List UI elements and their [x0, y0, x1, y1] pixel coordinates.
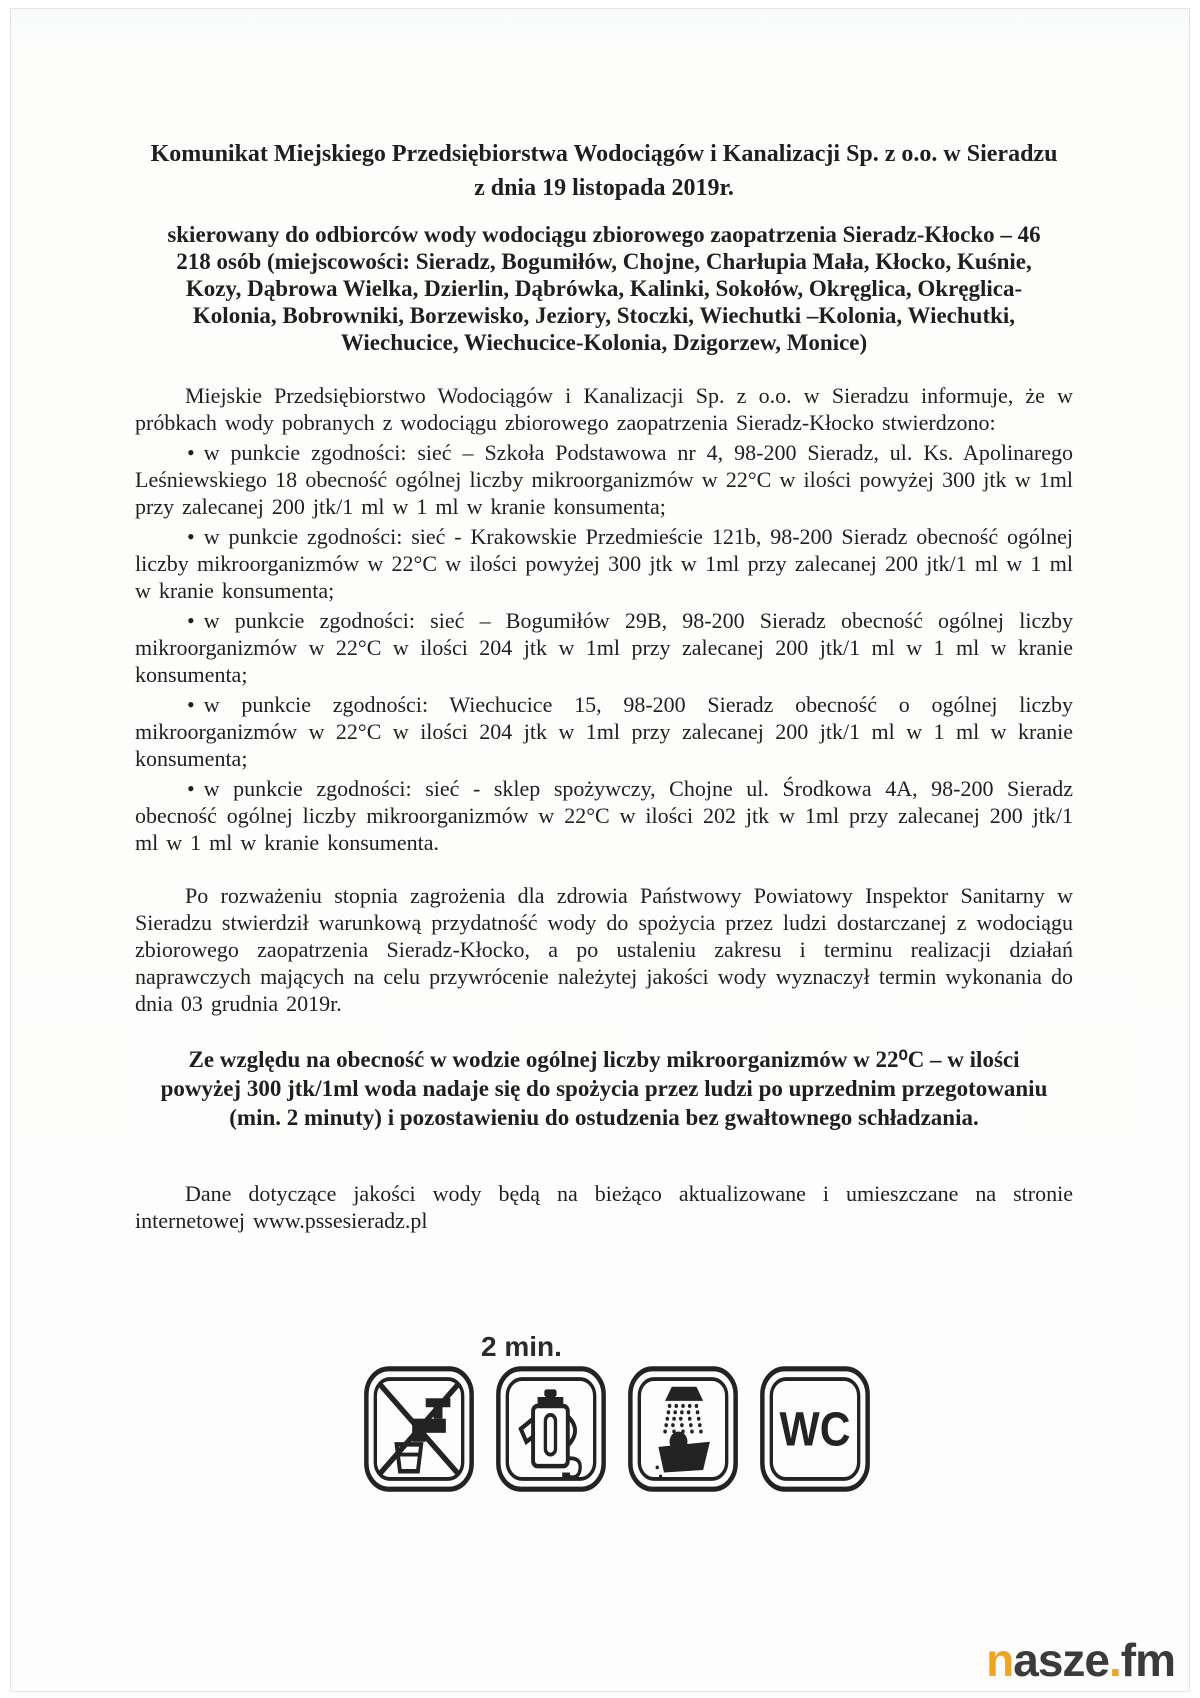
scanned-document-page: [10, 8, 1190, 1692]
recipients-paragraph: skierowany do odbiorców wody wodociągu zbiorowego zaopatrzenia Sieradz-Kłocko – 46 218 osób (miejscowości: Sieradz, Bogumiłów, Chojne, Charłupia Mała, Kłocko, Kuśnie, Kozy, Dąbrowa Wielka, Dzierlin, Dąbrówka, Kalinki, Sokołów, Okręglica, Okręglica-Kolonia, Bobrowniki, Borzewisko, Jeziory, Stoczki, Wiechutki –Kolonia, Wiechutki, Wiechucice, Wiechucice-Kolonia, Dzigorzew, Monice): [167, 222, 1041, 355]
boil-time-label: 2 min.: [481, 1331, 562, 1362]
document-content: [11, 9, 1189, 1234]
document-title-line1: Komunikat Miejskiego Przedsiębiorstwa Wodociągów i Kanalizacji Sp. z o.o. w Sieradzu: [150, 141, 1058, 167]
shower-bathing-icon: [627, 1365, 739, 1493]
no-tap-water-icon: [363, 1365, 475, 1493]
logo-segment: fm: [1120, 1634, 1175, 1686]
finding-item-4: [135, 691, 1073, 772]
finding-item-2: [135, 523, 1073, 604]
logo-segment: n: [986, 1634, 1014, 1686]
bullet-marker: •: [187, 440, 195, 465]
logo-segment: asze: [1013, 1634, 1109, 1686]
finding-text: w punkcie zgodności: Wiechucice 15, 98-200 Sieradz obecność o ogólnej liczby mikroorganizmów w 22°C w ilości 204 jtk w 1ml przy zalecanej 200 jtk/1 ml w 1 ml w kranie konsumenta;: [135, 692, 1073, 771]
finding-text: w punkcie zgodności: sieć - sklep spożywczy, Chojne ul. Środkowa 4A, 98-200 Sieradz obecność ogólnej liczby mikroorganizmów w 22°C w ilości 202 jtk w 1ml przy zalecanej 200 jtk/1 ml w 1 ml w kranie konsumenta.: [135, 776, 1073, 855]
boil-water-notice: Ze względu na obecność w wodzie ogólnej liczby mikroorganizmów w 22⁰C – w ilości powyżej 300 jtk/1ml woda nadaje się do spożycia przez ludzi po uprzednim przegotowaniu (min. 2 minuty) i pozostawieniu do ostudzenia bez gwałtownego schładzania.: [160, 1047, 1048, 1130]
finding-text: w punkcie zgodności: sieć – Bogumiłów 29B, 98-200 Sieradz obecność ogólnej liczby mikroorganizmów w 22°C w ilości 204 jtk w 1ml przy zalecanej 200 jtk/1 ml w 1 ml w kranie konsumenta;: [135, 608, 1073, 687]
wc-toilet-icon: [759, 1365, 871, 1493]
finding-text: w punkcie zgodności: sieć – Szkoła Podstawowa nr 4, 98-200 Sieradz, ul. Ks. Apolinarego Leśniewskiego 18 obecność ogólnej liczby mikroorganizmów w 22°C w ilości powyżej 300 jtk w 1ml przy zalecanej 200 jtk/1 ml w 1 ml w kranie konsumenta;: [135, 440, 1073, 519]
finding-text: w punkcie zgodności: sieć - Krakowskie Przedmieście 121b, 98-200 Sieradz obecność ogólnej liczby mikroorganizmów w 22°C w ilości powyżej 300 jtk w 1ml przy zalecanej 200 jtk/1 ml w 1 ml w kranie konsumenta;: [135, 524, 1073, 603]
pictogram-row: [363, 1365, 871, 1493]
bullet-marker: •: [187, 776, 195, 801]
intro-paragraph: Miejskie Przedsiębiorstwo Wodociągów i Kanalizacji Sp. z o.o. w Sieradzu informuje, że w próbkach wody pobranych z wodociągu zbiorowego zaopatrzenia Sieradz-Kłocko stwierdzono:: [135, 383, 1073, 435]
finding-item-1: [135, 439, 1073, 520]
bullet-marker: •: [187, 692, 195, 717]
assessment-paragraph: Po rozważeniu stopnia zagrożenia dla zdrowia Państwowy Powiatowy Inspektor Sanitarny w Sieradzu stwierdził warunkową przydatność wody do spożycia przez ludzi dostarczanej z wodociągu zbiorowego zaopatrzenia Sieradz-Kłocko, a po ustaleniu zakresu i terminu realizacji działań naprawczych mających na celu przywrócenie należytej jakości wody wyznaczył termin wykonania do dnia 03 grudnia 2019r.: [135, 883, 1073, 1016]
finding-item-3: [135, 607, 1073, 688]
document-title: [135, 137, 1073, 205]
wc-label: WC: [779, 1402, 851, 1457]
logo-segment: .: [1108, 1634, 1121, 1686]
update-note-paragraph: Dane dotyczące jakości wody będą na bieżąco aktualizowane i umieszczane na stronie internetowej www.pssesieradz.pl: [135, 1181, 1073, 1233]
kettle-boil-water-icon: [495, 1365, 607, 1493]
naszefm-watermark-logo: [986, 1634, 1175, 1686]
document-title-line2: z dnia 19 listopada 2019r.: [474, 175, 734, 201]
bullet-marker: •: [187, 608, 195, 633]
bullet-marker: •: [187, 524, 195, 549]
finding-item-5: [135, 775, 1073, 856]
